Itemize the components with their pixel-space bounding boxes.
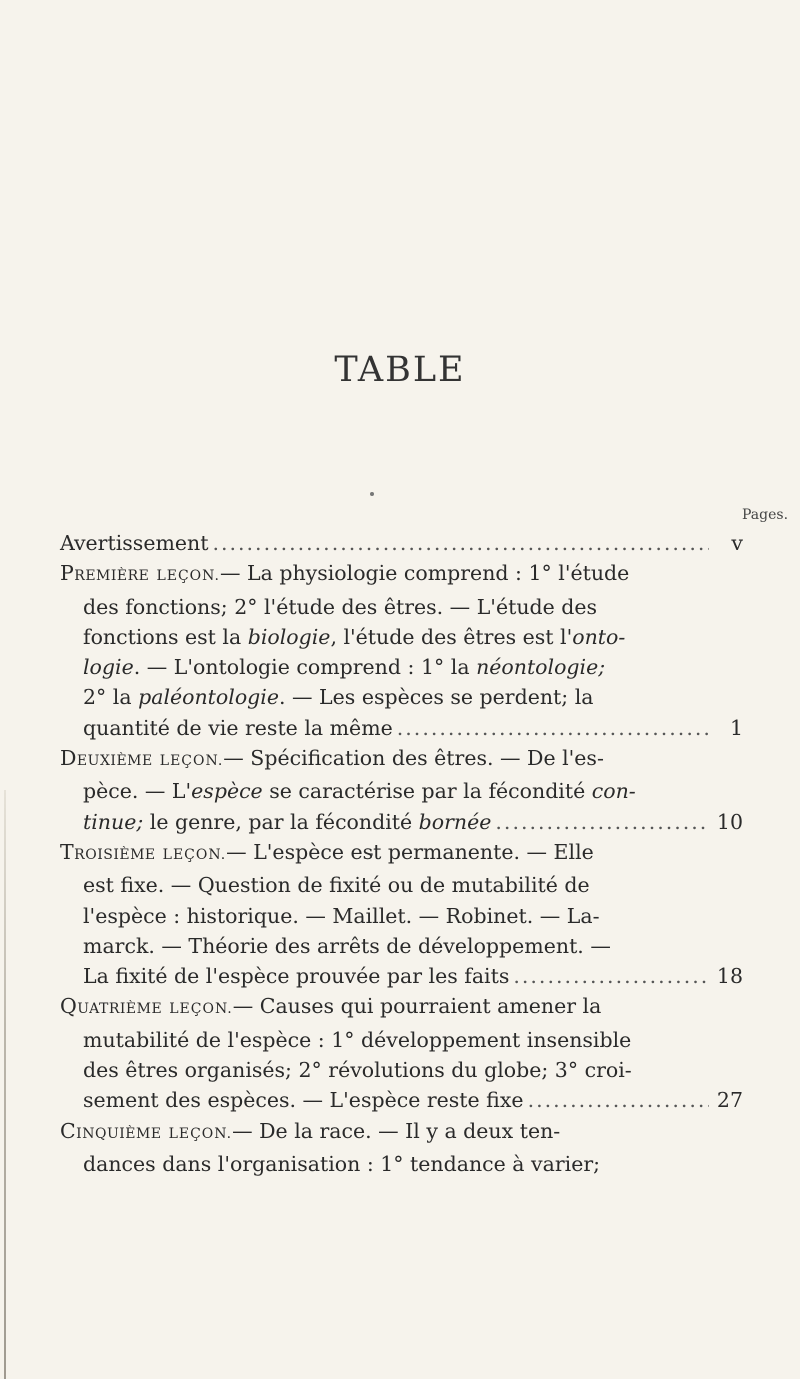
entry-text: — La physiologie comprend : 1° l'étude [219,561,630,586]
dot-leader [528,1085,709,1115]
dot-leader [495,807,709,837]
lecon-heading: Cinquième LEÇON. [60,1118,233,1143]
dot-leader [397,713,709,743]
toc-entry-lecon-2 [60,743,743,837]
page-number: 10 [716,809,743,834]
entry-text: — De la race. — Il y a deux ten- [232,1118,561,1143]
pages-column-label: Pages. [742,507,789,523]
page-number: v [731,531,743,555]
entry-text: — Spécification des êtres. — De l'es- [223,746,604,771]
page-title: TABLE [334,350,466,391]
entry-text: — Causes qui pourraient amener la [232,994,602,1019]
lecon-heading: Quatrième LEÇON. [60,994,233,1019]
entry-continuation: dances dans l'organisation : 1° tendance à varier; [83,1151,601,1176]
toc-entry-lecon-1 [60,558,743,743]
page-number: 18 [716,964,743,989]
entry-continuation: pèce. — L'espèce se caractérise par la fécondité con- tinue; le genre, par la fécondité bornée ..... 10 [60,776,743,837]
page-number: 1 [729,715,743,740]
entry-text: — L'espèce est permanente. — Elle [226,839,594,864]
entry-heading: Avertissement [60,531,209,555]
toc-entry-lecon-3 [60,837,743,991]
page-number: 27 [716,1088,743,1113]
speck [370,492,374,496]
entry-continuation: mutabilité de l'espèce : 1° développement insensible des êtres organisés; 2° révolutions du globe; 3° croi- sement des espèces. — L'espèce reste fixe ..... 27 [60,1025,743,1116]
dot-leader [513,961,709,991]
toc-entry-lecon-4 [60,991,743,1115]
dot-leader [212,528,709,558]
lecon-heading: Deuxième LEÇON. [60,746,224,771]
lecon-heading: Première LEÇON. [60,561,220,586]
toc-entry-avertissement [60,528,743,558]
table-of-contents [60,528,743,1179]
page-edge-shadow [4,790,6,1379]
lecon-heading: Troisième LEÇON. [60,839,227,864]
toc-entry-lecon-5 [60,1116,743,1180]
entry-continuation: des fonctions; 2° l'étude des êtres. — L'étude des fonctions est la biologie, l'étude des êtres est l'onto- logie. — L'ontologie comprend : 1° la néontologie; 2° la paléontologie. — Les espèces se perdent; la quantité de vie reste la même ..... 1 [60,592,743,743]
entry-continuation: est fixe. — Question de fixité ou de mutabilité de l'espèce : historique. — Maillet. — Robinet. — La- marck. — Théorie des arrêts de développement. — La fixité de l'espèce prouvée par les faits ..... 18 [60,870,743,991]
